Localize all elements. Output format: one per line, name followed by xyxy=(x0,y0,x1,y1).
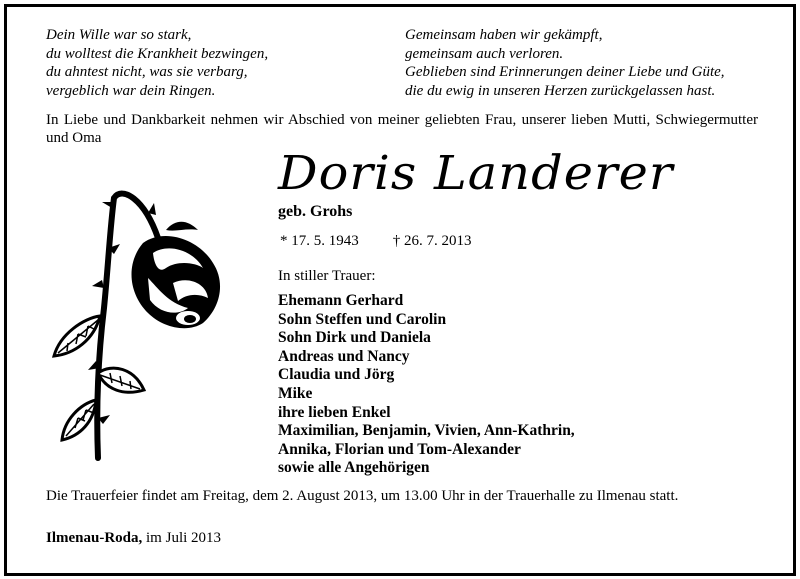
notice-date: im Juli 2013 xyxy=(142,530,222,546)
place-name: Ilmenau-Roda, xyxy=(46,530,143,546)
drooping-rose-icon xyxy=(48,168,233,468)
mourner: ihre lieben Enkel xyxy=(278,403,391,421)
poem-line: du wolltest die Krankheit bezwingen, xyxy=(46,45,269,62)
mourner: Sohn Steffen und Carolin xyxy=(278,310,447,328)
poem-line: Dein Wille war so stark, xyxy=(46,27,192,43)
poem-line: du ahntest nicht, was sie verbarg, xyxy=(46,64,248,80)
mourner: sowie alle Angehörigen xyxy=(278,459,430,477)
poem-line: die du ewig in unseren Herzen zurückgelassen hast. xyxy=(405,82,716,99)
birth-date: * 17. 5. 1943 xyxy=(280,233,359,249)
mourner: Annika, Florian und Tom-Alexander xyxy=(278,440,521,458)
life-dates xyxy=(280,233,472,250)
mourning-label: In stiller Trauer: xyxy=(278,268,376,284)
death-date: † 26. 7. 2013 xyxy=(392,233,472,249)
poem-line: vergeblich war dein Ringen. xyxy=(46,82,216,99)
mourner: Mike xyxy=(278,384,313,402)
poem-line: gemeinsam auch verloren. xyxy=(405,45,564,62)
poem-right xyxy=(405,26,725,100)
poem-line: Geblieben sind Erinnerungen deiner Liebe und Güte, xyxy=(405,64,725,80)
poem-left xyxy=(46,26,268,100)
mourner: Ehemann Gerhard xyxy=(278,292,404,309)
mourner: Andreas und Nancy xyxy=(278,347,410,365)
mourners-list xyxy=(278,292,575,478)
mourner: Sohn Dirk und Daniela xyxy=(278,329,431,347)
place-date-line xyxy=(46,530,221,547)
deceased-name: Doris Landerer xyxy=(278,146,674,201)
mourner: Maximilian, Benjamin, Vivien, Ann-Kathrin, xyxy=(278,422,575,440)
ceremony-text: Die Trauerfeier findet am Freitag, dem 2. August 2013, um 13.00 Uhr in der Trauerhalle zu Ilmenau statt. xyxy=(46,488,679,504)
intro-text: In Liebe und Dankbarkeit nehmen wir Abschied von meiner geliebten Frau, unserer lieben Mutti, Schwiegermutter und Oma xyxy=(46,112,758,146)
mourner: Claudia und Jörg xyxy=(278,366,395,384)
birth-name: geb. Grohs xyxy=(278,203,353,220)
poem-line: Gemeinsam haben wir gekämpft, xyxy=(405,27,603,43)
